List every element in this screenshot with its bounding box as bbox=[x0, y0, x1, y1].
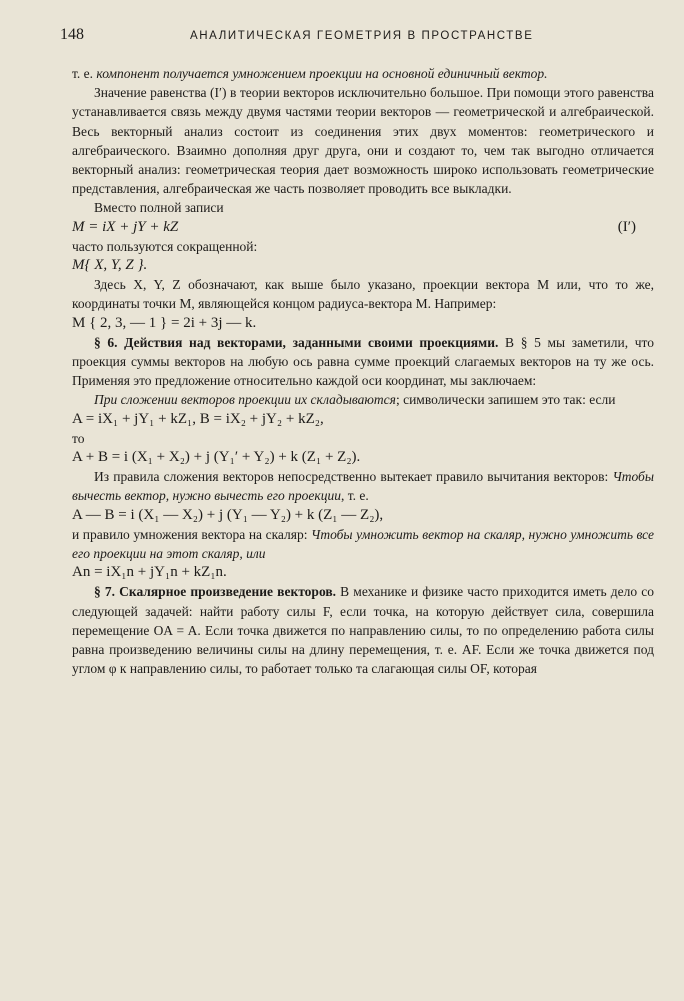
italic-text: компонент получается умножением проекции на основной единичный вектор. bbox=[96, 66, 548, 81]
text-span: ; символически запишем это так: если bbox=[395, 392, 616, 408]
paragraph bbox=[72, 525, 654, 563]
section-heading: § 7. Скалярное произведение векторов. bbox=[94, 584, 337, 600]
formula: M{ X, Y, Z }. bbox=[72, 257, 148, 274]
italic-text: Чтобы умножить вектор на скаляр, нужно умножить все его проекции на этот скаляр, или bbox=[72, 526, 654, 562]
formula: M { 2, 3, — 1 } = 2i + 3j — k. bbox=[72, 314, 257, 331]
paragraph bbox=[72, 467, 654, 505]
page-body bbox=[72, 64, 654, 679]
section-heading: § 6. Действия над векторами, заданными своими проекциями. bbox=[94, 334, 499, 350]
formula: A — B = i (X₁ — X₂) + j (Y₁ — Y₂) + k (Z₁ — Z₂), bbox=[72, 506, 384, 523]
paragraph: Вместо полной записи bbox=[94, 200, 224, 216]
section-paragraph bbox=[72, 333, 654, 391]
text-span: В механике и физике часто приходится иметь дело со следующей задачей: найти работу силы F, если точка, на которую действует сила, совершила перемещение OA = A. Если точка движется по направлению силы, то по определению работа силы равна произведению величины силы на длину перемещения, т. е. AF. Если же точка движется под углом φ к направлению силы, то работает только та слагающая силы OF, которая bbox=[72, 584, 654, 677]
section-paragraph bbox=[72, 582, 654, 678]
formula: An = iX₁n + jY₁n + kZ₁n. bbox=[72, 564, 227, 581]
paragraph: Значение равенства (I′) в теории векторов исключительно большое. При помощи этого равенства устанавливается связь между двумя частями теории векторов — геометрической и алгебраической. Весь векторный анализ состоит из соединения этих двух моментов: геометрического и алгебраического. Взаимно дополняя друг друга, они и создают то, чем так выгодно отличается векторный анализ: геометрическая теория дает возможность широко использовать геометрические представления, алгебраическая же часть позволяет проводить все выкладки. bbox=[72, 85, 654, 197]
running-header bbox=[60, 26, 660, 48]
text-span: и правило умножения вектора на скаляр: bbox=[72, 526, 312, 542]
italic-text: Чтобы вычесть вектор, нужно вычесть его проекции bbox=[72, 469, 654, 504]
running-title: АНАЛИТИЧЕСКАЯ ГЕОМЕТРИЯ В ПРОСТРАНСТВЕ bbox=[190, 30, 534, 42]
paragraph: то bbox=[72, 430, 85, 446]
text-span: , т. е. bbox=[340, 488, 369, 504]
text-span: Из правила сложения векторов непосредственно вытекает правило вычитания векторов: bbox=[94, 469, 613, 485]
paragraph: Здесь X, Y, Z обозначают, как выше было указано, проекции вектора M или, что то же, координаты точки M, являющейся концом радиуса-вектора M. Например: bbox=[72, 277, 654, 312]
text-span: В § 5 мы заметили, что проекция суммы векторов на любую ось равна сумме проекций слагаемых векторов на ту же ось. Применяя это предложение относительно каждой оси координат, мы заключаем: bbox=[72, 334, 654, 389]
formula-text: M = iX + jY + kZ bbox=[72, 218, 179, 235]
text-span: т. е. bbox=[72, 66, 97, 81]
italic-text: При сложении векторов проекции их складываются bbox=[94, 392, 396, 408]
paragraph bbox=[72, 64, 654, 83]
page-number: 148 bbox=[60, 26, 84, 43]
paragraph: часто пользуются сокращенной: bbox=[72, 238, 258, 254]
formula bbox=[72, 218, 654, 237]
paragraph bbox=[72, 390, 654, 409]
formula-number: (I′) bbox=[617, 218, 636, 235]
formula: A = iX₁ + jY₁ + kZ₁, B = iX₂ + jY₂ + kZ₂, bbox=[72, 410, 324, 427]
formula: A + B = i (X₁ + X₂) + j (Y₁′ + Y₂) + k (Z₁ + Z₂). bbox=[72, 449, 361, 466]
